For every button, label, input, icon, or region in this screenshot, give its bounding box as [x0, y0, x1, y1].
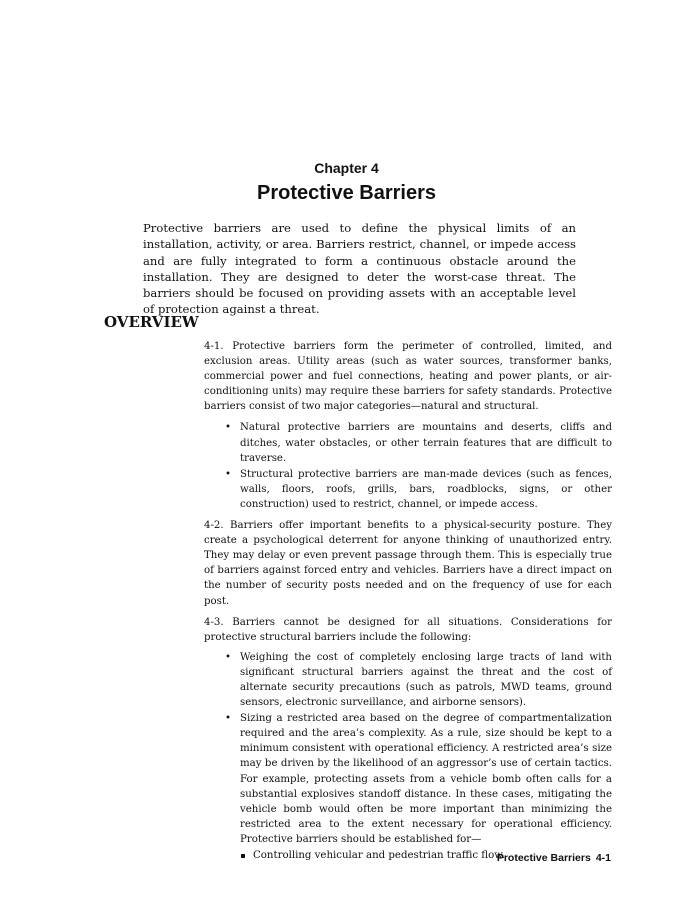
list-item: • Natural protective barriers are mountains and deserts, cliffs and ditches, water obstacles, or other terrain features that are difficult to traverse.: [240, 420, 612, 465]
page-footer: [497, 852, 611, 864]
footer-section-title: Protective Barriers: [496, 852, 591, 864]
footer-page-number: 4-1: [595, 852, 611, 864]
considerations-list: [204, 650, 612, 847]
section-heading-overview: OVERVIEW: [104, 313, 199, 331]
chapter-label: Chapter 4: [314, 160, 379, 176]
list-item: • Sizing a restricted area based on the degree of compartmentalization required and the area’s complexity. As a rule, size should be kept to a minimum consistent with operational efficiency. A restricted area’s size may be driven by the likelihood of an aggressor’s use of certain tactics. For example, protecting assets from a vehicle bomb often calls for a substantial explosives standoff distance. In these cases, mitigating the vehicle bomb would often be more important than minimizing the restricted area to the extent necessary for operational efficiency. Protective barriers should be established for—: [240, 711, 612, 847]
chapter-title: Protective Barriers: [257, 182, 436, 204]
list-item: • Structural protective barriers are man-made devices (such as fences, walls, floors, roofs, grills, bars, roadblocks, signs, or other construction) used to restrict, channel, or impede access.: [240, 467, 612, 512]
barrier-category-list: [204, 420, 612, 512]
list-item: Controlling vehicular and pedestrian traffic flow.: [253, 848, 612, 863]
list-item: • Weighing the cost of completely enclosing large tracts of land with significant structural barriers against the threat and the cost of alternate security precautions (such as patrols, MWD teams, ground sensors, electronic surveillance, and airborne sensors).: [240, 650, 612, 710]
paragraph-4-3: 4-3. Barriers cannot be designed for all situations. Considerations for protective structural barriers include the following:: [204, 616, 612, 643]
body-column: [204, 339, 612, 863]
paragraph-4-2: 4-2. Barriers offer important benefits to a physical-security posture. They create a psychological deterrent for anyone thinking of unauthorized entry. They may delay or even prevent passage through them. This is especially true of barriers against forced entry and vehicles. Barriers have a direct impact on the number of security posts needed and on the frequency of use for each post.: [204, 520, 612, 607]
paragraph-4-1: 4-1. Protective barriers form the perimeter of controlled, limited, and exclusion areas. Utility areas (such as water sources, transformer banks, commercial power and fuel connections, heating and power plants, or air-conditioning units) may require these barriers for safety standards. Protective barriers consist of two major categories—natural and structural.: [204, 341, 612, 413]
intro-paragraph: Protective barriers are used to define the physical limits of an installation, activity, or area. Barriers restrict, channel, or impede access and are fully integrated to form a continuous obstacle around the installation. They are designed to deter the worst-case threat. The barriers should be focused on providing assets with an acceptable level of protection against a threat.: [143, 221, 576, 317]
